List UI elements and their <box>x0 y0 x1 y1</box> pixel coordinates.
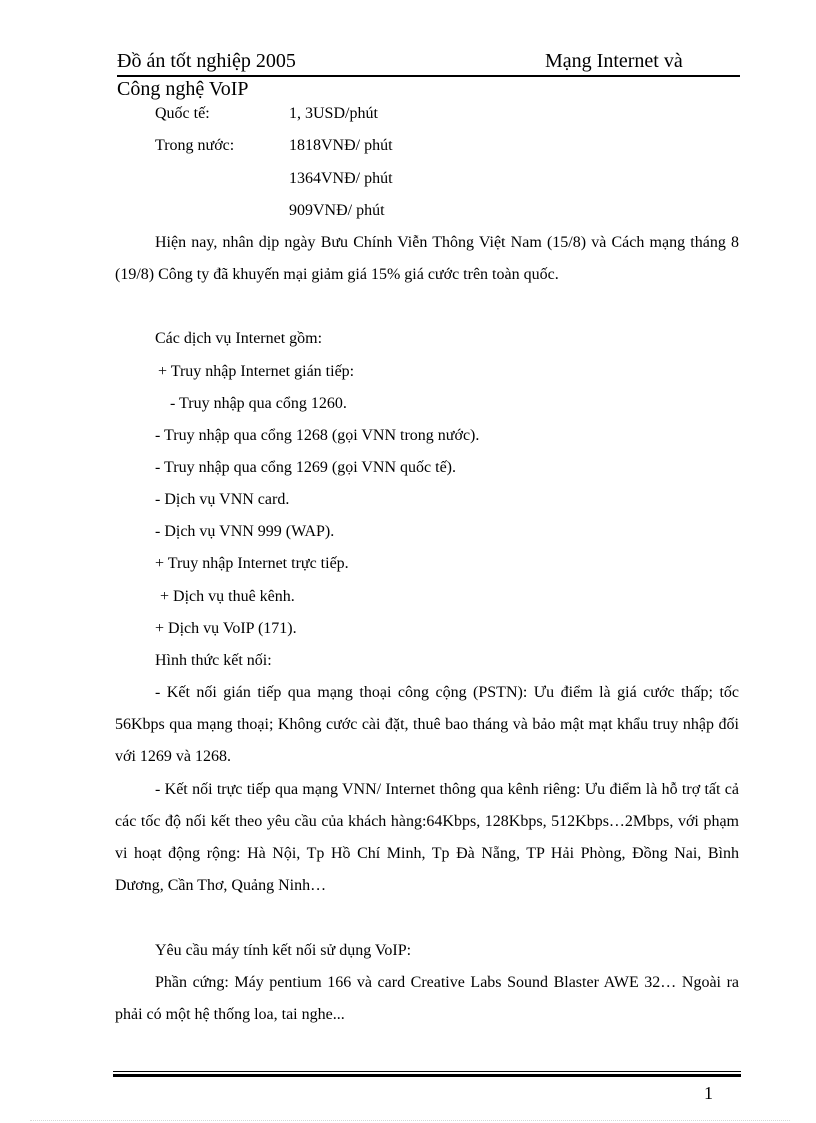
direct-connection-paragraph: - Kết nối trực tiếp qua mạng VNN/ Internet thông qua kênh riêng: Ưu điểm là hỗ trợ tất cả các tốc độ nối kết theo yêu cầu của khách hàng:64Kbps, 128Kbps, 512Kbps…2Mbps, với phạm vi hoạt động rộng: Hà Nội, Tp Hồ Chí Minh, Tp Đà Nẵng, TP Hải Phòng, Đồng Nai, Bình Dương, Cần Thơ, Quảng Ninh… <box>115 781 739 894</box>
list-item: - Dịch vụ VNN 999 (WAP). <box>155 523 335 540</box>
rate-value: 1, 3USD/phút <box>289 105 378 122</box>
header-continuation: Công nghệ VoIP <box>117 78 249 100</box>
list-item: - Truy nhập qua cổng 1268 (gọi VNN trong nước). <box>155 427 480 444</box>
rate-value: 909VNĐ/ phút <box>289 202 385 219</box>
hardware-paragraph: Phần cứng: Máy pentium 166 và card Creative Labs Sound Blaster AWE 32… Ngoài ra phải có một hệ thống loa, tai nghe... <box>115 974 739 1023</box>
list-item: + Truy nhập Internet gián tiếp: <box>158 363 355 380</box>
rate-label: Quốc tế: <box>155 105 210 122</box>
page-bottom-dotted-line <box>30 1120 790 1121</box>
list-item: - Truy nhập qua cổng 1260. <box>170 395 347 412</box>
rate-value: 1364VNĐ/ phút <box>289 170 393 187</box>
voip-heading: Yêu cầu máy tính kết nối sử dụng VoIP: <box>155 942 412 959</box>
page-number: 1 <box>704 1083 713 1103</box>
promo-paragraph: Hiện nay, nhân dịp ngày Bưu Chính Viễn Thông Việt Nam (15/8) và Cách mạng tháng 8 (19/8) Công ty đã khuyến mại giảm giá 15% giá cước trên toàn quốc. <box>115 234 739 283</box>
indirect-connection-paragraph: - Kết nối gián tiếp qua mạng thoại công cộng (PSTN): Ưu điểm là giá cước thấp; tốc 56Kbps qua mạng thoại; Không cước cài đặt, thuê bao tháng và bảo mật mạt khẩu truy nhập đối với 1269 và 1268. <box>115 684 739 765</box>
header-rule <box>117 75 740 77</box>
rate-label: Trong nước: <box>155 137 235 154</box>
footer-rule <box>113 1071 741 1072</box>
list-item: - Dịch vụ VNN card. <box>155 491 290 508</box>
list-item: + Dịch vụ thuê kênh. <box>160 588 295 605</box>
list-item: + Truy nhập Internet trực tiếp. <box>155 555 349 572</box>
connection-heading: Hình thức kết nối: <box>155 652 272 669</box>
header-right: Mạng Internet và <box>545 50 683 72</box>
rate-value: 1818VNĐ/ phút <box>289 137 393 154</box>
list-item: + Dịch vụ VoIP (171). <box>155 620 297 637</box>
list-item: - Truy nhập qua cổng 1269 (gọi VNN quốc tế). <box>155 459 457 476</box>
services-heading: Các dịch vụ Internet gồm: <box>155 330 323 347</box>
header-left: Đồ án tốt nghiệp 2005 <box>117 50 296 72</box>
footer-rule-thick <box>113 1074 741 1077</box>
